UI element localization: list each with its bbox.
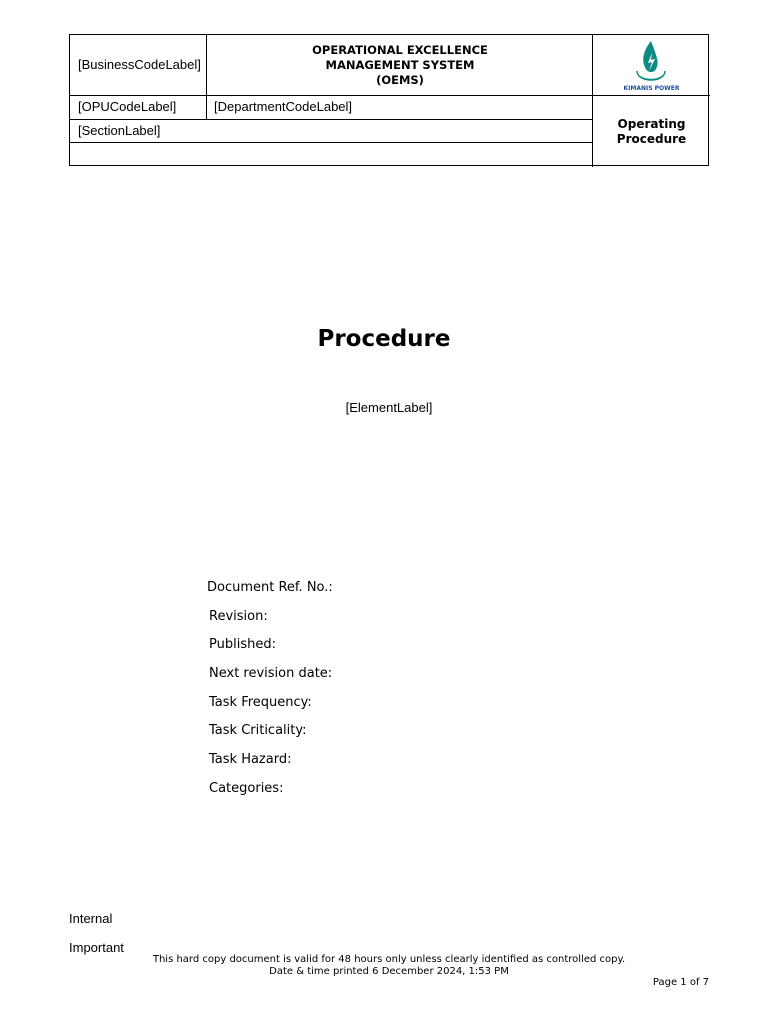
business-code-label: [BusinessCodeLabel]: [78, 57, 201, 72]
department-code-label: [DepartmentCodeLabel]: [214, 99, 353, 114]
header-table: [69, 34, 709, 166]
document-type-line: Procedure: [616, 131, 687, 146]
page-title: Procedure: [317, 326, 451, 352]
metadata-label: Published:: [209, 637, 276, 653]
element-label: [ElementLabel]: [345, 400, 433, 415]
footer-notice: [0, 954, 768, 978]
logo-wordmark: KIMANIS POWER: [623, 85, 680, 92]
system-title-line: MANAGEMENT SYSTEM: [325, 58, 475, 72]
document-type: [593, 96, 710, 167]
document-type-line: Operating: [617, 116, 686, 131]
classification-label: Important: [69, 940, 124, 955]
metadata-label: Task Frequency:: [209, 694, 312, 710]
company-logo: [593, 35, 710, 96]
opu-code-label: [OPUCodeLabel]: [78, 99, 177, 114]
system-title: [207, 35, 593, 96]
metadata-label: Categories:: [209, 780, 284, 796]
metadata-label: Task Hazard:: [209, 752, 292, 768]
section-label: [SectionLabel]: [78, 123, 161, 138]
print-timestamp: Date & time printed 6 December 2024, 1:53 PM: [269, 966, 509, 977]
system-title-line: (OEMS): [376, 73, 424, 87]
metadata-label: Document Ref. No.:: [207, 580, 333, 595]
validity-notice: This hard copy document is valid for 48 hours only unless clearly identified as controlled copy.: [152, 954, 626, 965]
metadata-label: Revision:: [209, 608, 268, 624]
classification-label: Internal: [69, 911, 113, 926]
metadata-label: Next revision date:: [209, 666, 333, 682]
document-metadata: [207, 578, 333, 808]
company-logo-icon: [593, 35, 710, 96]
metadata-label: Task Criticality:: [209, 723, 307, 739]
system-title-line: OPERATIONAL EXCELLENCE: [312, 43, 488, 57]
page-number: Page 1 of 7: [652, 977, 709, 988]
